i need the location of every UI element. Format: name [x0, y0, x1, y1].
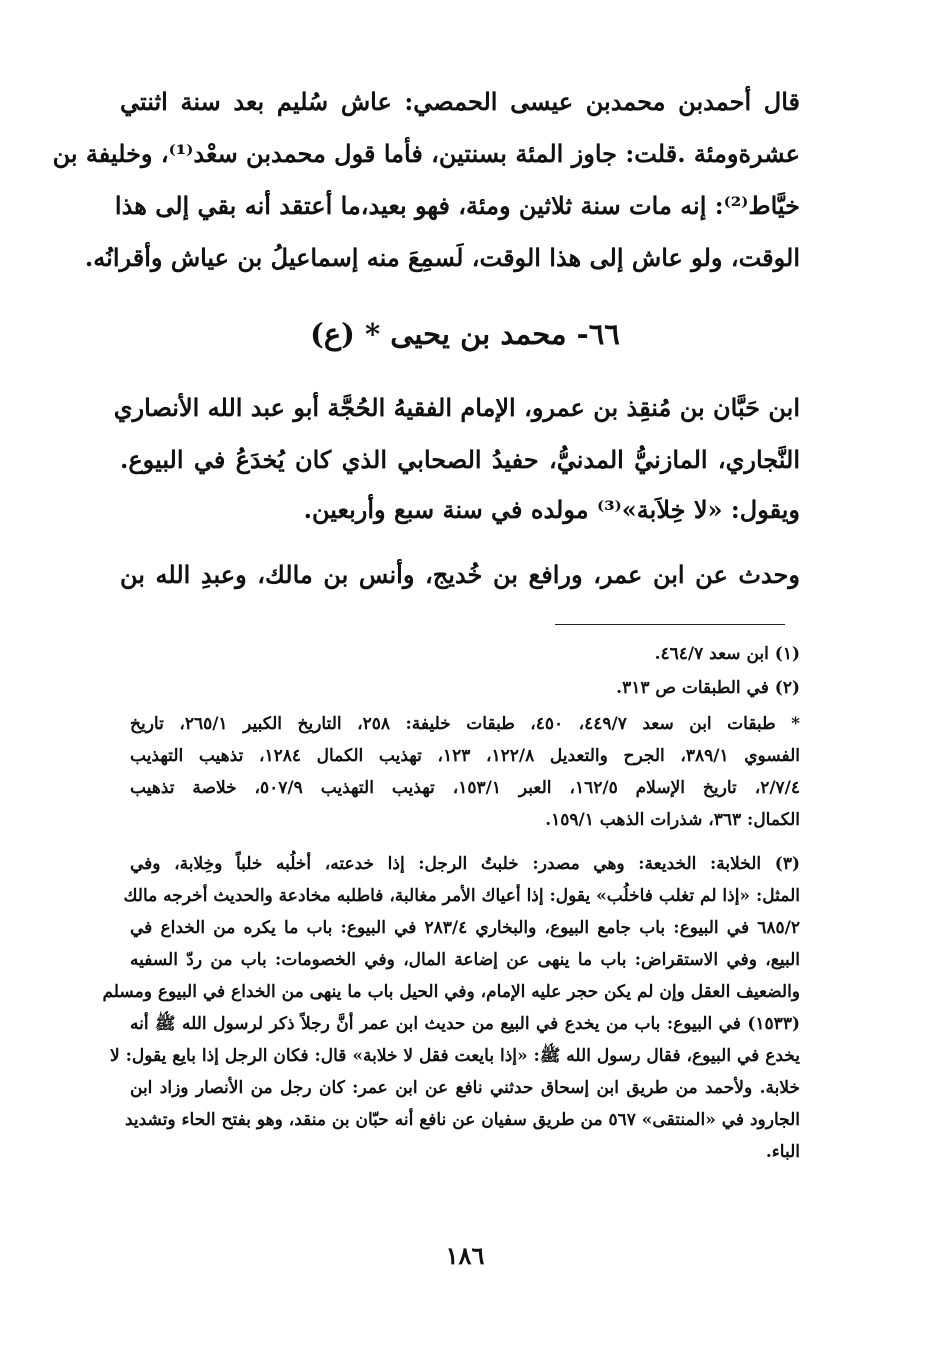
footnote-2: (٢) في الطبقات ص ٣١٣.	[616, 678, 800, 698]
narration-line: وحدث عن ابن عمر، ورافع بن خُديج، وأنس بن مالك، وعبدِ الله بن	[120, 560, 800, 589]
sources-footnote	[130, 708, 800, 836]
fn3-line-5: والضعيف العقل وإن لم يكن حجر عليه الإمام، وفي الحيل باب ما ينهى من الخداع في البيوع ومسلم	[102, 982, 800, 1002]
sources-line-2: الفسوي ٣٨٩/١، الجرح والتعديل ١٢٢/٨، ١٢٣، تهذيب الكمال ١٢٨٤، تذهيب التهذيب	[130, 746, 800, 766]
fn3-line-9: الجارود في «المنتقى» ٥٦٧ من طريق سفيان عن نافع أنه حبّان بن منقد، وهو بفتح الحاء وتشديد	[124, 1110, 800, 1130]
bio-line-3: ويقول: «لا خِلاَبة»⁽³⁾ مولده في سنة سبع وأربعين.	[303, 495, 800, 524]
fn3-line-7: يخدع في البيوع، فقال رسول الله ﷺ: «إذا بايعت فقل لا خلابة» قال: فكان الرجل إذا بايع يقول: لا	[110, 1046, 800, 1066]
fn3-line-6: (١٥٣٣) في البيوع: باب من يخدع في البيع من حديث ابن عمر أنَّ رجلاً ذكر لرسول الله ﷺ أنه	[130, 1014, 800, 1034]
intro-line-1: قال أحمدبن محمدبن عيسى الحمصي: عاش سُليم بعد سنة اثنتي	[120, 87, 800, 116]
sources-line-4: الكمال: ٣٦٣، شذرات الذهب ١٥٩/١.	[545, 810, 800, 830]
footnote-separator	[555, 624, 785, 625]
bio-line-2: النَّجاري، المازنيُّ المدنيُّ، حفيدُ الصحابي الذي كان يُخدَعُ في البيوع.	[120, 445, 800, 474]
intro-line-4: الوقت، ولو عاش إلى هذا الوقت، لَسمِعَ منه إسماعيلُ بن عياش وأقرانُه.	[84, 243, 800, 272]
fn3-line-10: الباء.	[765, 1142, 800, 1162]
sources-line-1: * طبقات ابن سعد ٤٤٩/٧، ٤٥٠، طبقات خليفة: ٢٥٨، التاريخ الكبير ٢٦٥/١، تاريخ	[130, 714, 800, 734]
fn3-line-2: المثل: «إذا لم تغلب فاخلُب» يقول: إذا أعياك الأمر مغالبة، فاطلبه مخادعة والحديث أخرجه مالك	[123, 886, 800, 906]
intro-line-2: عشرةومئة .قلت: جاوز المئة بسنتين، فأما قول محمدبن سعْد⁽¹⁾، وخليفة بن	[52, 139, 800, 168]
fn3-line-8: خلابة. ولأحمد من طريق ابن إسحاق حدثني نافع عن ابن عمر: كان رجل من الأنصار وزاد ابن	[130, 1078, 800, 1098]
page-number: ١٨٦	[445, 1241, 485, 1270]
fn3-line-3: ٦٨٥/٢ في البيوع: باب جامع البيوع، والبخاري ٢٨٣/٤ في البيوع: باب ما يكره من الخداع في	[130, 918, 800, 938]
sources-line-3: ٢/٧/٤، تاريخ الإسلام ١٦٢/٥، العبر ١٥٣/١، تهذيب التهذيب ٥٠٧/٩، خلاصة تذهيب	[130, 778, 801, 798]
fn3-line-4: البيع، وفي الاستقراض: باب ما ينهى عن إضاعة المال، وفي الخصومات: باب من ردّ السفيه	[130, 950, 800, 970]
fn3-line-1: (٣) الخلابة: الخديعة: وهي مصدر: خلبتُ الرجل: إذا خدعته، أخلُبه خلباً وخِلابة، وفي	[130, 854, 800, 874]
footnote-1: (١) ابن سعد ٤٦٤/٧.	[654, 644, 800, 664]
bio-line-1: ابن حَبَّان بن مُنقِذ بن عمرو، الإمام الفقيهُ الحُجَّة أبو عبد الله الأنصاري	[113, 393, 800, 422]
intro-line-3: خيَّاط⁽²⁾: إنه مات سنة ثلاثين ومئة، فهو بعيد،ما أعتقد أنه بقي إلى هذا	[114, 191, 800, 220]
entry-heading: ٦٦- محمد بن يحيى * (ع)	[310, 317, 620, 351]
footnote-3	[102, 848, 800, 1168]
